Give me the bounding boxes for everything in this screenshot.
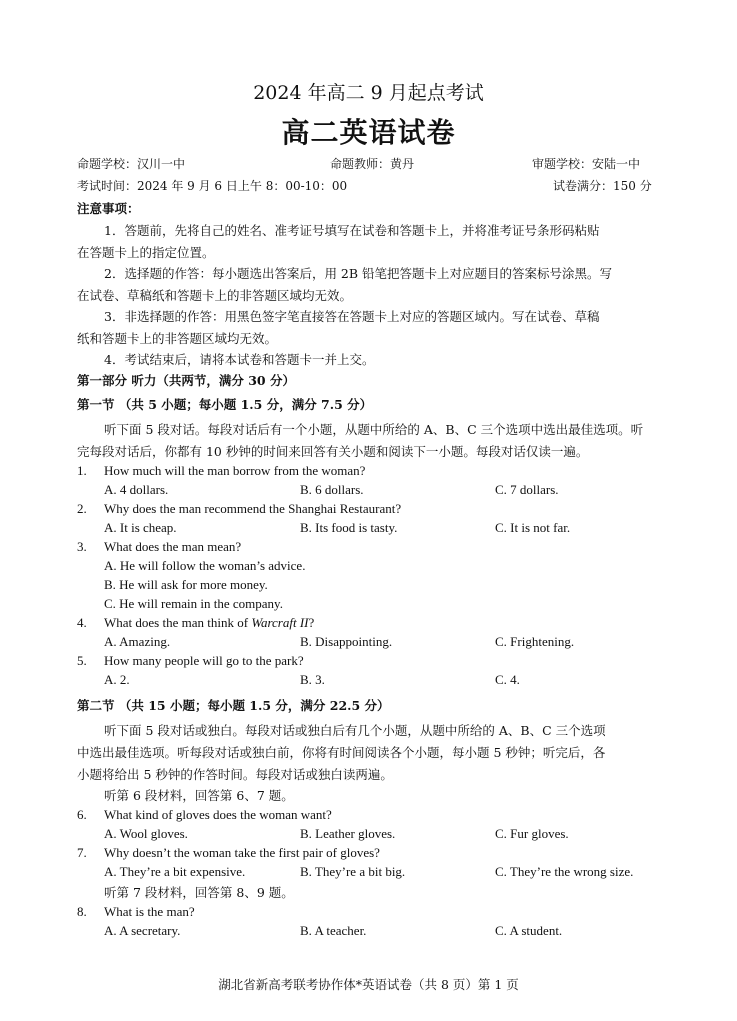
- question-1-options: [0, 482, 737, 500]
- exam-title: 2024 年高二 9 月起点考试: [253, 82, 484, 104]
- question-7: [0, 845, 737, 863]
- question-2: [0, 501, 737, 519]
- school-label: 命题学校：汉川一中: [77, 157, 186, 171]
- question-text: Why does the man recommend the Shanghai Restaurant?: [104, 501, 402, 516]
- teacher-label: 命题教师：黄丹: [330, 157, 415, 171]
- option-a[interactable]: A. Wool gloves.: [104, 826, 188, 841]
- option-b[interactable]: B. A teacher.: [300, 923, 367, 938]
- question-8: [0, 904, 737, 922]
- question-2-options: [0, 520, 737, 538]
- question-3-option-c-row: [0, 596, 737, 614]
- section2-instruction-line-3: 小题将给出 5 秒钟的作答时间。每段对话或独白读两遍。: [77, 767, 393, 782]
- game-title-italic: Warcraft II: [251, 615, 309, 630]
- question-number: 7.: [77, 845, 87, 860]
- section2-heading: 第二节 （共 15 小题；每小题 1.5 分，满分 22.5 分）: [77, 698, 390, 713]
- option-b[interactable]: B. Its food is tasty.: [300, 520, 398, 535]
- section1-instruction-line-2: 完每段对话后，你都有 10 秒钟的时间来回答有关小题和阅读下一小题。每段对话仅读一遍。: [77, 444, 589, 459]
- notice-item-1-line-2: 在答题卡上的指定位置。: [77, 245, 215, 260]
- full-score-label: 试卷满分：150 分: [553, 179, 652, 193]
- section2-instruction-line-2: 中选出最佳选项。听每段对话或独白前，你将有时间阅读各个小题，每小题 5 秒钟；听完后，各: [77, 745, 606, 760]
- notice-item-3-line-2: 纸和答题卡上的非答题区域均无效。: [77, 331, 278, 346]
- question-number: 2.: [77, 501, 87, 516]
- question-6-options: [0, 826, 737, 844]
- notice-item-3-line-1: 3．非选择题的作答：用黑色签字笔直接答在答题卡上对应的答题区域内。写在试卷、草稿: [104, 309, 600, 324]
- option-b[interactable]: B. 6 dollars.: [300, 482, 364, 497]
- option-b[interactable]: B. Leather gloves.: [300, 826, 396, 841]
- question-text: How much will the man borrow from the woman?: [104, 463, 366, 478]
- question-text: What kind of gloves does the woman want?: [104, 807, 332, 822]
- option-a[interactable]: A. 4 dollars.: [104, 482, 169, 497]
- question-text: Why doesn’t the woman take the first pair of gloves?: [104, 845, 380, 860]
- option-c[interactable]: C. It is not far.: [495, 520, 571, 535]
- section2-instruction-line-1: 听下面 5 段对话或独白。每段对话或独白后有几个小题，从题中所给的 A、B、C 三个选项: [104, 723, 606, 738]
- question-number: 1.: [77, 463, 87, 478]
- question-6: [0, 807, 737, 825]
- question-3-option-b-row: [0, 577, 737, 595]
- material-6-instruction: 听第 6 段材料，回答第 6、7 题。: [104, 788, 294, 803]
- page-footer: 湖北省新高考联考协作体*英语试卷（共 8 页）第 1 页: [218, 977, 519, 992]
- option-c[interactable]: C. Frightening.: [495, 634, 575, 649]
- exam-subject-title: 高二英语试卷: [281, 116, 456, 149]
- question-number: 5.: [77, 653, 87, 668]
- option-a[interactable]: A. A secretary.: [104, 923, 181, 938]
- option-c[interactable]: C. A student.: [495, 923, 563, 938]
- question-text-before: What does the man think of: [104, 615, 252, 630]
- question-1: [0, 463, 737, 481]
- option-a[interactable]: A. Amazing.: [104, 634, 171, 649]
- option-c[interactable]: C. 4.: [495, 672, 520, 687]
- section1-heading: 第一节 （共 5 小题；每小题 1.5 分，满分 7.5 分）: [77, 397, 373, 412]
- question-text-after: ?: [308, 615, 315, 630]
- option-c[interactable]: C. He will remain in the company.: [104, 596, 283, 611]
- question-8-options: [0, 923, 737, 941]
- question-text: [104, 615, 314, 631]
- option-a[interactable]: A. They’re a bit expensive.: [104, 864, 246, 879]
- question-text: How many people will go to the park?: [104, 653, 304, 668]
- notice-item-4: 4．考试结束后，请将本试卷和答题卡一并上交。: [104, 352, 375, 367]
- question-3: [0, 539, 737, 557]
- question-3-option-a-row: [0, 558, 737, 576]
- part1-heading: 第一部分 听力（共两节，满分 30 分）: [77, 373, 295, 388]
- exam-time-label: 考试时间：2024 年 9 月 6 日上午 8：00-10：00: [77, 179, 348, 193]
- option-b[interactable]: B. He will ask for more money.: [104, 577, 268, 592]
- question-number: 3.: [77, 539, 87, 554]
- question-4: [0, 615, 737, 633]
- question-5-options: [0, 672, 737, 690]
- question-number: 6.: [77, 807, 87, 822]
- question-text: What does the man mean?: [104, 539, 242, 554]
- question-5: [0, 653, 737, 671]
- notice-item-1-line-1: 1．答题前，先将自己的姓名、准考证号填写在试卷和答题卡上，并将准考证号条形码粘贴: [104, 223, 600, 238]
- option-a[interactable]: A. 2.: [104, 672, 130, 687]
- option-a[interactable]: A. He will follow the woman’s advice.: [104, 558, 306, 573]
- section1-instruction-line-1: 听下面 5 段对话。每段对话后有一个小题，从题中所给的 A、B、C 三个选项中选出最佳选项。听: [104, 422, 644, 437]
- review-school-label: 审题学校：安陆一中: [532, 157, 641, 171]
- question-number: 4.: [77, 615, 87, 630]
- notice-heading: 注意事项：: [77, 201, 140, 216]
- notice-item-2-line-1: 2．选择题的作答：每小题选出答案后，用 2B 铅笔把答题卡上对应题目的答案标号涂黑。写: [104, 266, 613, 281]
- question-7-options: [0, 864, 737, 882]
- notice-item-2-line-2: 在试卷、草稿纸和答题卡上的非答题区域均无效。: [77, 288, 353, 303]
- option-b[interactable]: B. Disappointing.: [300, 634, 393, 649]
- question-text: What is the man?: [104, 904, 195, 919]
- option-c[interactable]: C. Fur gloves.: [495, 826, 569, 841]
- option-b[interactable]: B. 3.: [300, 672, 325, 687]
- option-a[interactable]: A. It is cheap.: [104, 520, 177, 535]
- material-7-instruction: 听第 7 段材料，回答第 8、9 题。: [104, 885, 294, 900]
- option-b[interactable]: B. They’re a bit big.: [300, 864, 406, 879]
- question-number: 8.: [77, 904, 87, 919]
- question-4-options: [0, 634, 737, 652]
- option-c[interactable]: C. 7 dollars.: [495, 482, 559, 497]
- option-c[interactable]: C. They’re the wrong size.: [495, 864, 634, 879]
